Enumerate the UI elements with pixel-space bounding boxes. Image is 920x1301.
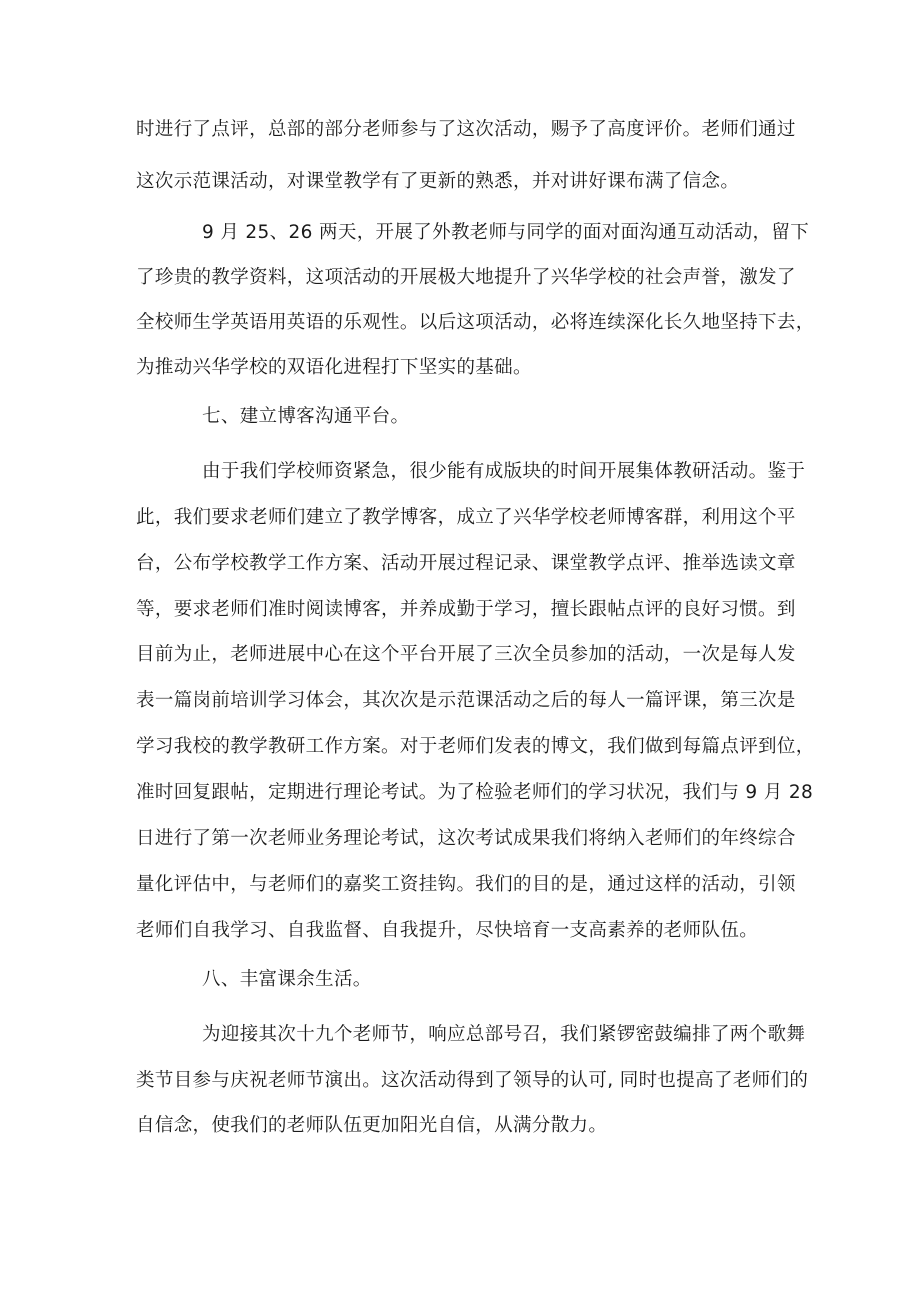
paragraph-line: 了珍贵的教学资料，这项活动的开展极大地提升了兴华学校的社会声誉，激发了 <box>136 267 796 288</box>
paragraph-line: 日进行了第一次老师业务理论考试，这次考试成果我们将纳入老师们的年终综合 <box>136 828 796 849</box>
paragraph-line: 学习我校的教学教研工作方案。对于老师们发表的博文，我们做到每篇点评到位， <box>136 736 815 757</box>
paragraph-line: 此，我们要求老师们建立了教学博客，成立了兴华学校老师博客群，利用这个平 <box>136 507 796 528</box>
paragraph-line: 台，公布学校教学工作方案、活动开展过程记录、课堂教学点评、推举选读文章 <box>136 553 796 574</box>
paragraph-line: 这次示范课活动，对课堂教学有了更新的熟悉，并对讲好课布满了信念。 <box>136 171 740 192</box>
section-heading: 七、建立博客沟通平台。 <box>202 406 410 427</box>
paragraph-line: 目前为止，老师进展中心在这个平台开展了三次全员参加的活动，一次是每人发 <box>136 644 796 665</box>
paragraph-line: 自信念，使我们的老师队伍更加阳光自信，从满分散力。 <box>136 1115 608 1136</box>
paragraph-line: 为迎接其次十九个老师节，响应总部号召，我们紧锣密鼓编排了两个歌舞 <box>202 1024 806 1045</box>
paragraph-line: 9 月 25、26 两天，开展了外教老师与同学的面对面沟通互动活动，留下 <box>202 222 810 243</box>
paragraph-line: 由于我们学校师资紧急，很少能有成版块的时间开展集体教研活动。鉴于 <box>202 461 806 482</box>
section-heading: 八、丰富课余生活。 <box>202 969 372 990</box>
paragraph-line: 为推动兴华学校的双语化进程打下坚实的基础。 <box>136 357 532 378</box>
paragraph-line: 类节目参与庆祝老师节演出。这次活动得到了领导的认可, 同时也提高了老师们的 <box>136 1070 809 1091</box>
paragraph-line: 表一篇岗前培训学习体会，其次次是示范课活动之后的每人一篇评课，第三次是 <box>136 690 796 711</box>
paragraph-line: 等，要求老师们准时阅读博客，并养成勤于学习，擅长跟帖点评的良好习惯。到 <box>136 599 796 620</box>
paragraph-line: 全校师生学英语用英语的乐观性。以后这项活动，必将连续深化长久地坚持下去， <box>136 312 815 333</box>
paragraph-line: 老师们自我学习、自我监督、自我提升，尽快培育一支高素养的老师队伍。 <box>136 920 759 941</box>
paragraph-line: 准时回复跟帖，定期进行理论考试。为了检验老师们的学习状况，我们与 9 月 28 <box>136 782 814 803</box>
paragraph-line: 时进行了点评，总部的部分老师参与了这次活动，赐予了高度评价。老师们通过 <box>136 119 796 140</box>
paragraph-line: 量化评估中，与老师们的嘉奖工资挂钩。我们的目的是，通过这样的活动，引领 <box>136 874 796 895</box>
